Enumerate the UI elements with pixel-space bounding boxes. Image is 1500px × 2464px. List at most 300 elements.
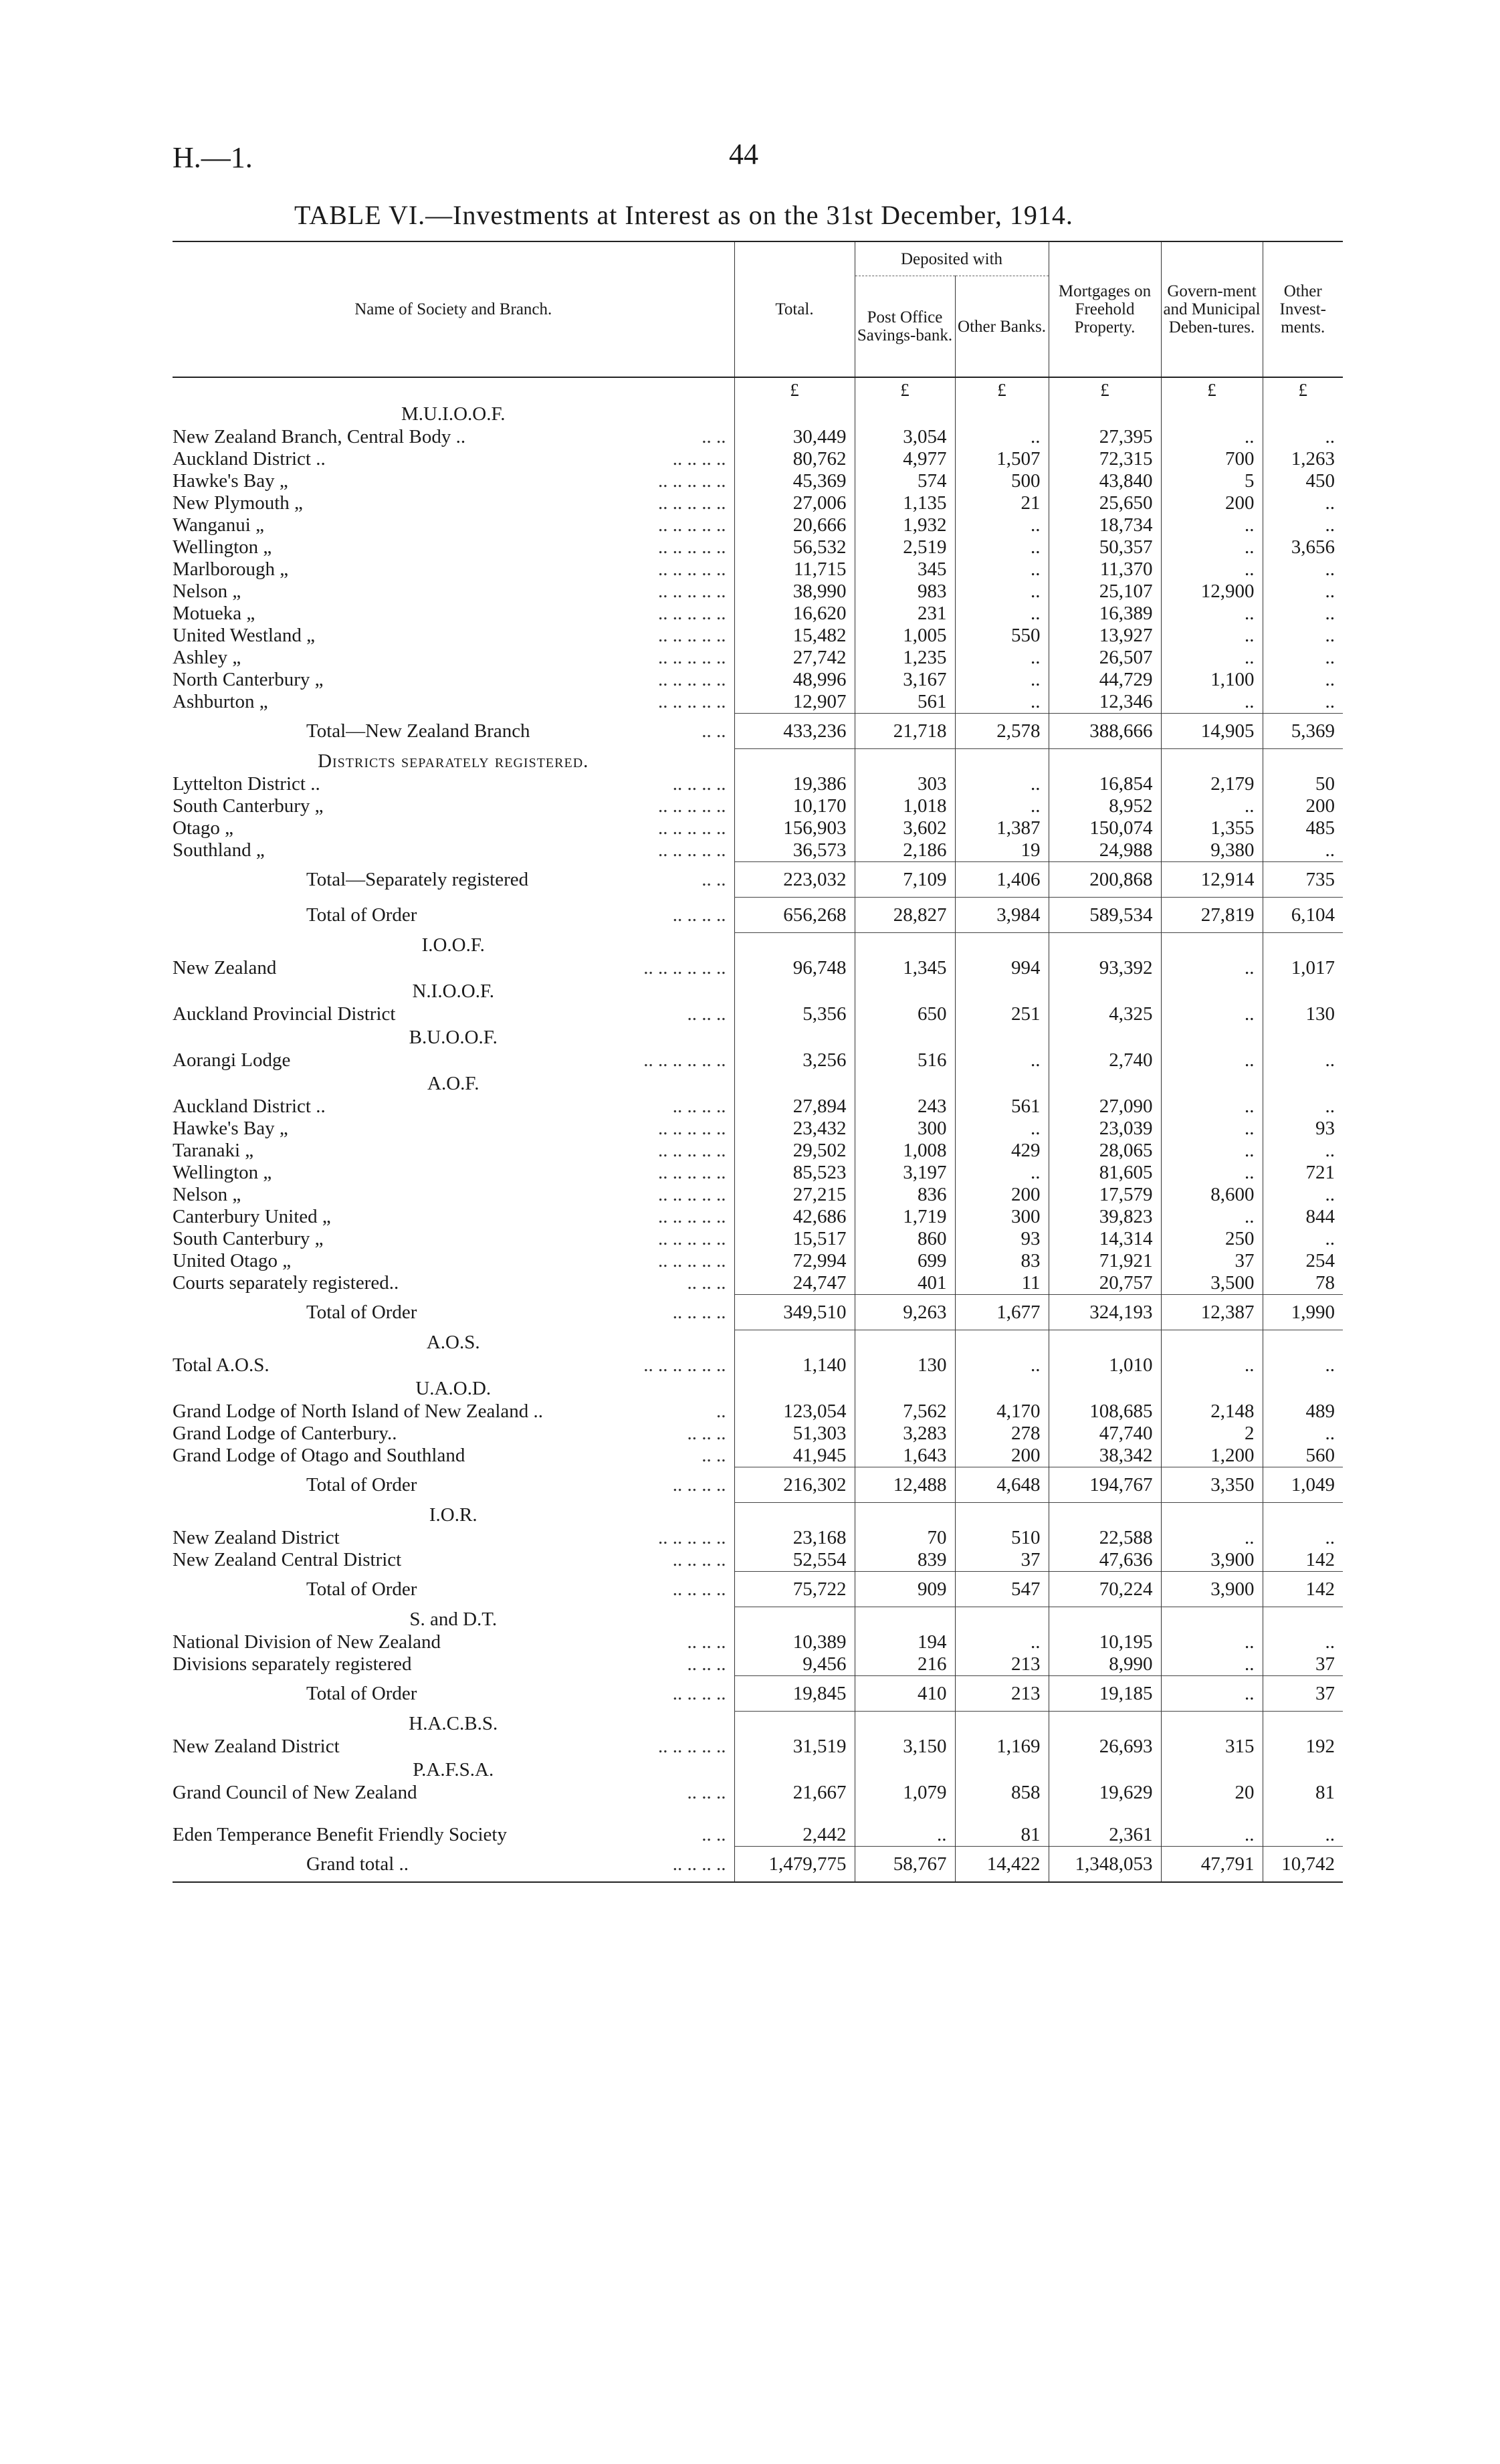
row-name: Total of Order xyxy=(306,1682,417,1704)
government-cell: 20 xyxy=(1161,1782,1263,1804)
table-row xyxy=(173,1250,1343,1272)
other-banks-cell: 510 xyxy=(955,1527,1049,1549)
total-row xyxy=(173,898,1343,933)
mortgages-cell: 19,629 xyxy=(1049,1782,1161,1804)
other-banks-cell: .. xyxy=(955,795,1049,817)
row-name: Total of Order xyxy=(306,1473,417,1496)
other-investments-cell: 5,369 xyxy=(1263,714,1343,749)
government-cell: .. xyxy=(1161,1653,1263,1676)
table-row xyxy=(173,1206,1343,1228)
row-label xyxy=(173,669,734,691)
mortgages-cell: 72,315 xyxy=(1049,448,1161,470)
post-office-cell: 21,718 xyxy=(855,714,955,749)
total-cell: 31,519 xyxy=(734,1736,855,1758)
row-label xyxy=(173,558,734,581)
row-name: Grand Lodge of Otago and Southland xyxy=(173,1445,465,1466)
row-name: North Canterbury „ xyxy=(173,669,324,690)
government-cell: .. xyxy=(1161,536,1263,558)
row-label xyxy=(173,1184,734,1206)
post-office-cell: 7,109 xyxy=(855,862,955,898)
document-code: H.—1. xyxy=(173,141,253,174)
row-label xyxy=(173,1272,734,1295)
total-cell: 41,945 xyxy=(734,1445,855,1467)
total-cell: 42,686 xyxy=(734,1206,855,1228)
government-cell: .. xyxy=(1161,1824,1263,1847)
table-row xyxy=(173,1140,1343,1162)
leader-dots: .. .. .. .. .. xyxy=(658,470,726,492)
total-row xyxy=(173,1572,1343,1607)
mortgages-cell: 26,693 xyxy=(1049,1736,1161,1758)
government-cell: 37 xyxy=(1161,1250,1263,1272)
leader-dots: .. .. xyxy=(702,1824,726,1845)
total-cell: 72,994 xyxy=(734,1250,855,1272)
row-name: New Zealand District xyxy=(173,1527,340,1548)
post-office-cell: 699 xyxy=(855,1250,955,1272)
other-banks-cell: .. xyxy=(955,1631,1049,1653)
other-investments-cell: 50 xyxy=(1263,773,1343,795)
other-investments-cell: .. xyxy=(1263,1354,1343,1376)
leader-dots: .. .. .. .. .. xyxy=(658,581,726,602)
mortgages-cell: 71,921 xyxy=(1049,1250,1161,1272)
col-mortgages-header: Mortgages on Freehold Property. xyxy=(1049,241,1161,377)
post-office-cell: 1,005 xyxy=(855,625,955,647)
table-row xyxy=(173,669,1343,691)
leader-dots: .. xyxy=(716,1401,726,1422)
government-cell: 700 xyxy=(1161,448,1263,470)
post-office-cell: 1,008 xyxy=(855,1140,955,1162)
section-row xyxy=(173,1025,1343,1049)
row-name: Total A.O.S. xyxy=(173,1354,270,1376)
total-cell: 36,573 xyxy=(734,839,855,862)
other-investments-cell: .. xyxy=(1263,426,1343,448)
leader-dots: .. .. .. .. xyxy=(672,1682,726,1704)
total-cell: 38,990 xyxy=(734,581,855,603)
leader-dots: .. .. .. .. .. .. xyxy=(643,957,726,979)
other-banks-cell: 11 xyxy=(955,1272,1049,1295)
total-cell: 11,715 xyxy=(734,558,855,581)
post-office-cell: .. xyxy=(855,1824,955,1847)
mortgages-cell: 8,990 xyxy=(1049,1653,1161,1676)
mortgages-cell: 324,193 xyxy=(1049,1295,1161,1330)
mortgages-cell: 27,090 xyxy=(1049,1096,1161,1118)
row-name: Total—Separately registered xyxy=(306,868,529,890)
mortgages-cell: 81,605 xyxy=(1049,1162,1161,1184)
government-cell: 12,914 xyxy=(1161,862,1263,898)
government-cell: 2 xyxy=(1161,1423,1263,1445)
row-name: Otago „ xyxy=(173,817,233,839)
government-cell: .. xyxy=(1161,558,1263,581)
government-cell: 2,148 xyxy=(1161,1401,1263,1423)
mortgages-cell: 43,840 xyxy=(1049,470,1161,492)
other-banks-cell: 37 xyxy=(955,1549,1049,1572)
other-banks-cell: 14,422 xyxy=(955,1847,1049,1883)
total-cell: 216,302 xyxy=(734,1467,855,1503)
table-row xyxy=(173,1445,1343,1467)
government-cell: .. xyxy=(1161,957,1263,979)
mortgages-cell: 22,588 xyxy=(1049,1527,1161,1549)
row-name: Ashley „ xyxy=(173,647,241,668)
section-heading: Districts separately registered. xyxy=(318,750,589,772)
other-investments-cell: .. xyxy=(1263,1824,1343,1847)
leader-dots: .. .. .. .. .. xyxy=(658,1184,726,1205)
government-cell: .. xyxy=(1161,795,1263,817)
total-row xyxy=(173,862,1343,898)
row-name: Total of Order xyxy=(306,1578,417,1600)
row-label xyxy=(173,1354,734,1376)
other-banks-cell: .. xyxy=(955,773,1049,795)
other-banks-cell: .. xyxy=(955,669,1049,691)
table-row xyxy=(173,1184,1343,1206)
mortgages-cell: 16,389 xyxy=(1049,603,1161,625)
government-cell: 200 xyxy=(1161,492,1263,514)
mortgages-cell: 47,740 xyxy=(1049,1423,1161,1445)
total-cell: 10,170 xyxy=(734,795,855,817)
row-label xyxy=(173,426,734,448)
other-investments-cell: .. xyxy=(1263,492,1343,514)
total-cell: 96,748 xyxy=(734,957,855,979)
post-office-cell: 303 xyxy=(855,773,955,795)
table-row xyxy=(173,1354,1343,1376)
section-row xyxy=(173,933,1343,958)
other-investments-cell: 142 xyxy=(1263,1572,1343,1607)
row-label xyxy=(173,1250,734,1272)
row-name: Hawke's Bay „ xyxy=(173,470,288,492)
row-label xyxy=(173,1467,734,1503)
other-banks-cell: 2,578 xyxy=(955,714,1049,749)
mortgages-cell: 589,534 xyxy=(1049,898,1161,933)
mortgages-cell: 4,325 xyxy=(1049,1003,1161,1025)
total-cell: 12,907 xyxy=(734,691,855,714)
other-banks-cell: .. xyxy=(955,536,1049,558)
post-office-cell: 909 xyxy=(855,1572,955,1607)
leader-dots: .. .. .. .. .. xyxy=(658,625,726,646)
mortgages-cell: 1,010 xyxy=(1049,1354,1161,1376)
other-investments-cell: 450 xyxy=(1263,470,1343,492)
total-cell: 51,303 xyxy=(734,1423,855,1445)
other-banks-cell: 994 xyxy=(955,957,1049,979)
total-cell: 433,236 xyxy=(734,714,855,749)
mortgages-cell: 93,392 xyxy=(1049,957,1161,979)
table-row xyxy=(173,795,1343,817)
row-label xyxy=(173,1096,734,1118)
total-cell: 123,054 xyxy=(734,1401,855,1423)
table-row xyxy=(173,691,1343,714)
total-cell: 23,432 xyxy=(734,1118,855,1140)
other-investments-cell: 93 xyxy=(1263,1118,1343,1140)
section-row xyxy=(173,402,1343,426)
other-banks-cell: 1,406 xyxy=(955,862,1049,898)
total-cell: 10,389 xyxy=(734,1631,855,1653)
government-cell: 14,905 xyxy=(1161,714,1263,749)
other-investments-cell: .. xyxy=(1263,1140,1343,1162)
other-banks-cell: 200 xyxy=(955,1445,1049,1467)
leader-dots: .. .. .. .. xyxy=(672,1096,726,1117)
total-cell: 9,456 xyxy=(734,1653,855,1676)
other-banks-cell: 858 xyxy=(955,1782,1049,1804)
leader-dots: .. .. .. .. xyxy=(672,1301,726,1323)
mortgages-cell: 8,952 xyxy=(1049,795,1161,817)
leader-dots: .. .. .. .. xyxy=(672,1549,726,1570)
row-label xyxy=(173,714,734,749)
row-label xyxy=(173,1631,734,1653)
other-banks-cell: 93 xyxy=(955,1228,1049,1250)
row-label xyxy=(173,1049,734,1071)
table-row xyxy=(173,625,1343,647)
government-cell: 3,350 xyxy=(1161,1467,1263,1503)
government-cell: .. xyxy=(1161,1162,1263,1184)
government-cell: .. xyxy=(1161,1003,1263,1025)
post-office-cell: 983 xyxy=(855,581,955,603)
other-banks-cell: 3,984 xyxy=(955,898,1049,933)
row-name: South Canterbury „ xyxy=(173,795,324,817)
table-row xyxy=(173,773,1343,795)
leader-dots: .. .. .. .. .. xyxy=(658,1162,726,1183)
row-name: Motueka „ xyxy=(173,603,255,624)
table-row xyxy=(173,1272,1343,1295)
other-banks-cell: .. xyxy=(955,514,1049,536)
mortgages-cell: 47,636 xyxy=(1049,1549,1161,1572)
total-row xyxy=(173,714,1343,749)
other-banks-cell: 1,387 xyxy=(955,817,1049,839)
row-label xyxy=(173,795,734,817)
unit-cell: £ xyxy=(1161,377,1263,402)
post-office-cell: 2,186 xyxy=(855,839,955,862)
row-label xyxy=(173,581,734,603)
leader-dots: .. .. .. .. xyxy=(672,1853,726,1875)
section-heading: S. and D.T. xyxy=(409,1608,498,1630)
mortgages-cell: 28,065 xyxy=(1049,1140,1161,1162)
row-name: Auckland District .. xyxy=(173,448,326,470)
government-cell: 9,380 xyxy=(1161,839,1263,862)
table-row xyxy=(173,1049,1343,1071)
mortgages-cell: 18,734 xyxy=(1049,514,1161,536)
total-cell: 21,667 xyxy=(734,1782,855,1804)
other-banks-cell: 4,170 xyxy=(955,1401,1049,1423)
total-cell: 45,369 xyxy=(734,470,855,492)
unit-cell: £ xyxy=(1263,377,1343,402)
row-label xyxy=(173,603,734,625)
government-cell: 1,100 xyxy=(1161,669,1263,691)
total-cell: 223,032 xyxy=(734,862,855,898)
government-cell: .. xyxy=(1161,426,1263,448)
mortgages-cell: 44,729 xyxy=(1049,669,1161,691)
mortgages-cell: 20,757 xyxy=(1049,1272,1161,1295)
other-banks-cell: 547 xyxy=(955,1572,1049,1607)
other-investments-cell: 560 xyxy=(1263,1445,1343,1467)
total-cell: 27,742 xyxy=(734,647,855,669)
table-row xyxy=(173,536,1343,558)
bottom-rule xyxy=(173,1882,1343,1885)
other-investments-cell: 1,990 xyxy=(1263,1295,1343,1330)
table-row xyxy=(173,1003,1343,1025)
post-office-cell: 231 xyxy=(855,603,955,625)
section-heading: P.A.F.S.A. xyxy=(413,1759,494,1780)
row-label xyxy=(173,647,734,669)
government-cell: .. xyxy=(1161,1354,1263,1376)
mortgages-cell: 24,988 xyxy=(1049,839,1161,862)
other-investments-cell: .. xyxy=(1263,581,1343,603)
section-heading: I.O.R. xyxy=(429,1504,477,1526)
other-banks-cell: 251 xyxy=(955,1003,1049,1025)
mortgages-cell: 39,823 xyxy=(1049,1206,1161,1228)
other-investments-cell: 1,017 xyxy=(1263,957,1343,979)
table-row xyxy=(173,492,1343,514)
table-row xyxy=(173,1782,1343,1804)
other-banks-cell: 1,677 xyxy=(955,1295,1049,1330)
other-investments-cell: .. xyxy=(1263,691,1343,714)
row-label xyxy=(173,1572,734,1607)
government-cell: .. xyxy=(1161,625,1263,647)
government-cell: .. xyxy=(1161,603,1263,625)
row-name: United Westland „ xyxy=(173,625,315,646)
leader-dots: .. .. .. .. .. xyxy=(658,1118,726,1139)
leader-dots: .. .. .. xyxy=(687,1653,726,1675)
leader-dots: .. .. .. .. .. xyxy=(658,839,726,861)
total-cell: 23,168 xyxy=(734,1527,855,1549)
unit-cell: £ xyxy=(955,377,1049,402)
mortgages-cell: 50,357 xyxy=(1049,536,1161,558)
table-row xyxy=(173,1401,1343,1423)
government-cell: 47,791 xyxy=(1161,1847,1263,1883)
other-banks-cell: 81 xyxy=(955,1824,1049,1847)
table-row xyxy=(173,1527,1343,1549)
other-banks-cell: .. xyxy=(955,426,1049,448)
total-cell: 3,256 xyxy=(734,1049,855,1071)
other-banks-cell: .. xyxy=(955,647,1049,669)
table-row xyxy=(173,1118,1343,1140)
section-row xyxy=(173,1758,1343,1782)
other-investments-cell: 254 xyxy=(1263,1250,1343,1272)
total-row xyxy=(173,1676,1343,1712)
row-name: Auckland Provincial District xyxy=(173,1003,396,1025)
government-cell: .. xyxy=(1161,1676,1263,1712)
table-row xyxy=(173,647,1343,669)
other-investments-cell: 1,049 xyxy=(1263,1467,1343,1503)
row-name: New Zealand Branch, Central Body .. xyxy=(173,426,466,447)
total-cell: 19,386 xyxy=(734,773,855,795)
post-office-cell: 130 xyxy=(855,1354,955,1376)
row-label xyxy=(173,536,734,558)
other-investments-cell: 81 xyxy=(1263,1782,1343,1804)
leader-dots: .. .. .. xyxy=(687,1782,726,1803)
section-heading: H.A.C.B.S. xyxy=(409,1712,498,1734)
section-row xyxy=(173,1330,1343,1355)
row-name: Wellington „ xyxy=(173,536,272,558)
leader-dots: .. .. .. .. .. xyxy=(658,795,726,817)
table-row xyxy=(173,581,1343,603)
other-banks-cell: 300 xyxy=(955,1206,1049,1228)
row-label xyxy=(173,1445,734,1467)
section-heading: U.A.O.D. xyxy=(415,1378,492,1399)
leader-dots: .. .. .. .. .. xyxy=(658,1527,726,1548)
other-investments-cell: .. xyxy=(1263,1096,1343,1118)
row-label xyxy=(173,1003,734,1025)
government-cell: .. xyxy=(1161,691,1263,714)
row-label xyxy=(173,1782,734,1804)
leader-dots: .. .. .. .. xyxy=(672,773,726,795)
other-investments-cell: .. xyxy=(1263,514,1343,536)
row-name: Grand Lodge of Canterbury.. xyxy=(173,1423,397,1444)
other-investments-cell: 37 xyxy=(1263,1676,1343,1712)
post-office-cell: 4,977 xyxy=(855,448,955,470)
mortgages-cell: 13,927 xyxy=(1049,625,1161,647)
col-other-banks-header: Other Banks. xyxy=(955,276,1049,378)
post-office-cell: 12,488 xyxy=(855,1467,955,1503)
row-name: Lyttelton District .. xyxy=(173,773,320,795)
total-cell: 349,510 xyxy=(734,1295,855,1330)
other-investments-cell: 6,104 xyxy=(1263,898,1343,933)
post-office-cell: 574 xyxy=(855,470,955,492)
government-cell: .. xyxy=(1161,1049,1263,1071)
mortgages-cell: 27,395 xyxy=(1049,426,1161,448)
other-investments-cell: 721 xyxy=(1263,1162,1343,1184)
mortgages-cell: 25,650 xyxy=(1049,492,1161,514)
section-row xyxy=(173,1071,1343,1096)
page-number: 44 xyxy=(729,138,758,171)
other-banks-cell: 21 xyxy=(955,492,1049,514)
table-row xyxy=(173,1549,1343,1572)
leader-dots: .. .. xyxy=(702,720,726,742)
other-investments-cell: 200 xyxy=(1263,795,1343,817)
row-name: Ashburton „ xyxy=(173,691,268,712)
table-row xyxy=(173,1824,1343,1847)
col-other-header: Other Invest-ments. xyxy=(1263,241,1343,377)
table-row xyxy=(173,1096,1343,1118)
other-investments-cell: 142 xyxy=(1263,1549,1343,1572)
unit-cell: £ xyxy=(1049,377,1161,402)
other-banks-cell: 213 xyxy=(955,1676,1049,1712)
row-name: Nelson „ xyxy=(173,1184,241,1205)
table-title: TABLE VI.—Investments at Interest as on the 31st December, 1914. xyxy=(294,200,1073,230)
row-name: Grand Lodge of North Island of New Zealand .. xyxy=(173,1401,544,1422)
leader-dots: .. .. .. .. .. xyxy=(658,817,726,839)
row-name: Total of Order xyxy=(306,1301,417,1323)
post-office-cell: 650 xyxy=(855,1003,955,1025)
total-cell: 20,666 xyxy=(734,514,855,536)
post-office-cell: 58,767 xyxy=(855,1847,955,1883)
other-investments-cell: 844 xyxy=(1263,1206,1343,1228)
mortgages-cell: 108,685 xyxy=(1049,1401,1161,1423)
government-cell: .. xyxy=(1161,1527,1263,1549)
col-name-header: Name of Society and Branch. xyxy=(354,300,552,318)
row-name: Wanganui „ xyxy=(173,514,264,536)
mortgages-cell: 19,185 xyxy=(1049,1676,1161,1712)
post-office-cell: 1,719 xyxy=(855,1206,955,1228)
total-cell: 15,482 xyxy=(734,625,855,647)
total-cell: 5,356 xyxy=(734,1003,855,1025)
total-row xyxy=(173,1467,1343,1503)
other-investments-cell: .. xyxy=(1263,1423,1343,1445)
leader-dots: .. .. .. .. .. xyxy=(658,1140,726,1161)
post-office-cell: 3,602 xyxy=(855,817,955,839)
other-banks-cell: .. xyxy=(955,1162,1049,1184)
other-investments-cell: .. xyxy=(1263,647,1343,669)
row-label xyxy=(173,1228,734,1250)
total-cell: 15,517 xyxy=(734,1228,855,1250)
other-banks-cell: 1,169 xyxy=(955,1736,1049,1758)
post-office-cell: 839 xyxy=(855,1549,955,1572)
leader-dots: .. .. .. xyxy=(687,1272,726,1294)
post-office-cell: 28,827 xyxy=(855,898,955,933)
other-investments-cell: 489 xyxy=(1263,1401,1343,1423)
other-investments-cell: .. xyxy=(1263,1228,1343,1250)
other-investments-cell: .. xyxy=(1263,603,1343,625)
post-office-cell: 194 xyxy=(855,1631,955,1653)
leader-dots: .. .. .. .. xyxy=(672,904,726,926)
table-row xyxy=(173,1653,1343,1676)
post-office-cell: 836 xyxy=(855,1184,955,1206)
row-label xyxy=(173,625,734,647)
